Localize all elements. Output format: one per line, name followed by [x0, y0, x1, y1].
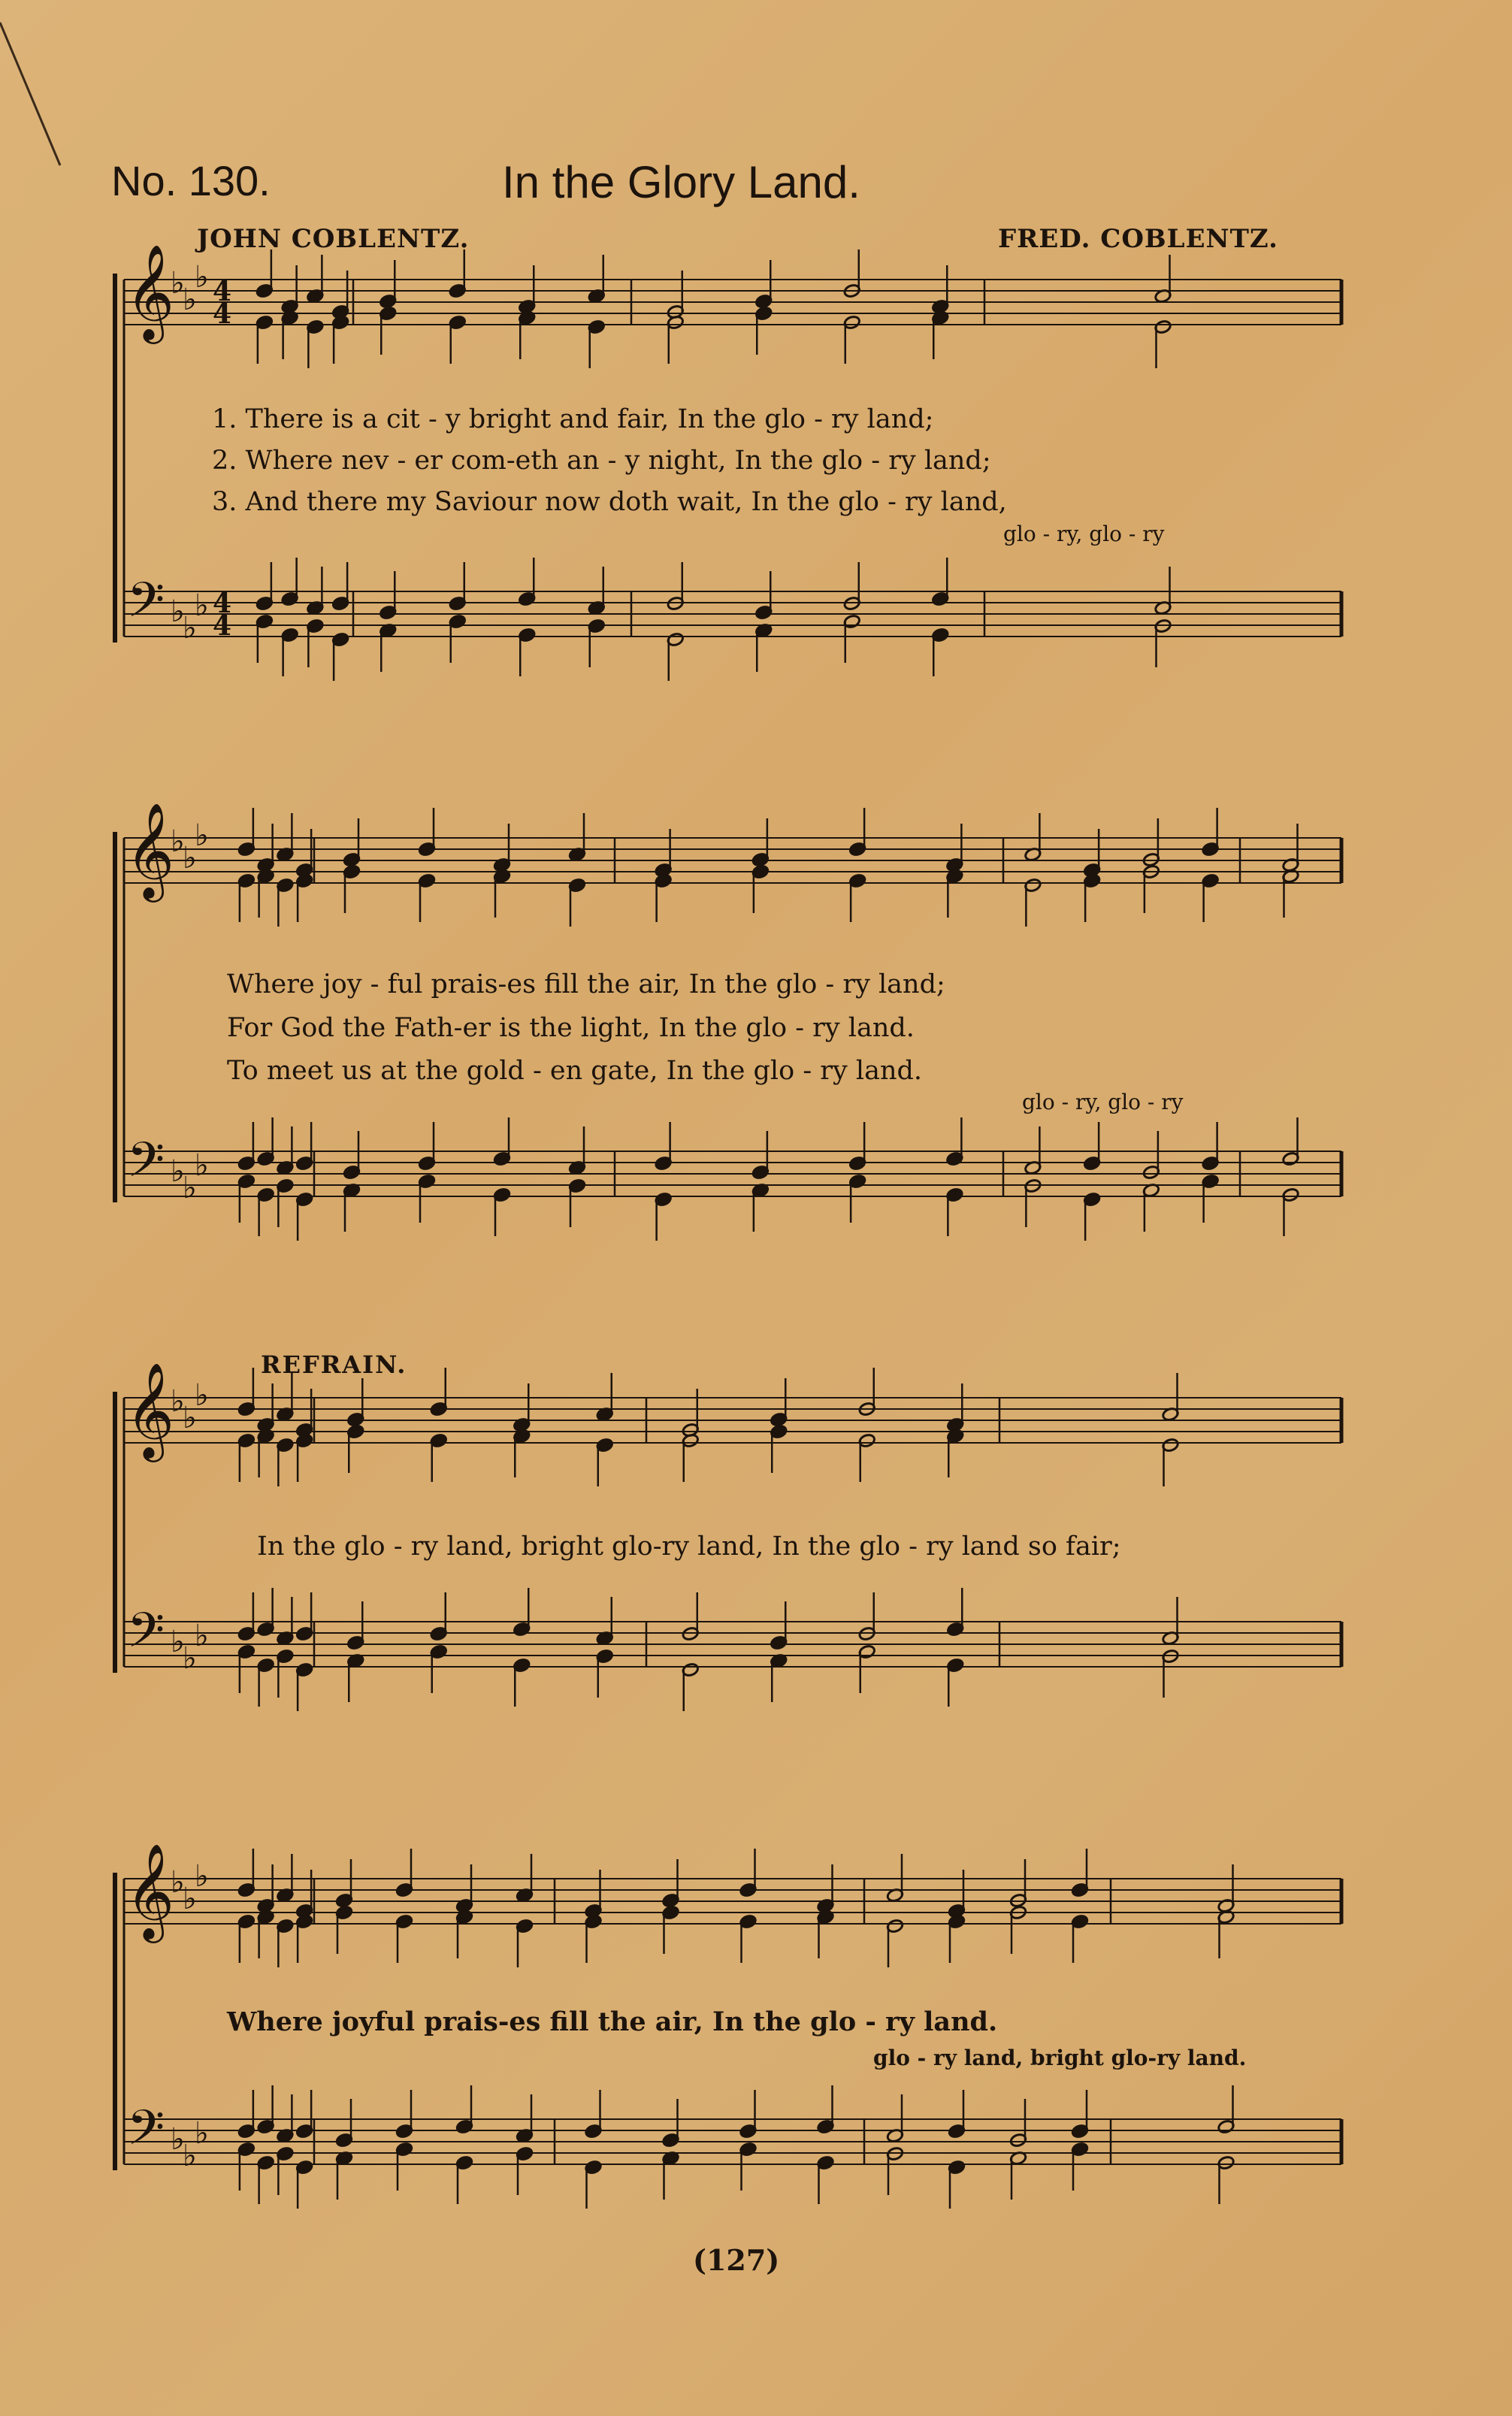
treble-clef: 𝄞 [125, 802, 175, 898]
bass-echo-2: glo - ry, glo - ry [1022, 1090, 1184, 1114]
flat-sign: ♭ [195, 260, 209, 295]
hymn-number: No. 130. [111, 157, 271, 204]
treble-clef: 𝄞 [125, 1362, 175, 1458]
verse-1-line-1: 1. There is a cit - y bright and fair, In the glo - ry land; [212, 404, 934, 434]
flat-sign: ♭ [183, 1171, 197, 1205]
time-signature: 4 [213, 610, 232, 642]
hymn-title: In the Glory Land. [502, 157, 860, 207]
bass-clef: 𝄢 [127, 573, 165, 640]
flat-sign: ♭ [195, 1148, 209, 1183]
verse-3-line-2: To meet us at the gold - en gate, In the glo - ry land. [227, 1056, 923, 1086]
treble-clef: 𝄞 [125, 1843, 175, 1939]
verse-2-line-2: For God the Fath-er is the light, In the glo - ry land. [227, 1013, 915, 1043]
flat-sign: ♭ [183, 841, 197, 875]
refrain-label: REFRAIN. [261, 1350, 407, 1379]
flat-sign: ♭ [171, 824, 185, 859]
time-signature: 4 [213, 298, 232, 330]
flat-sign: ♭ [183, 2139, 197, 2173]
flat-sign: ♭ [195, 2116, 209, 2151]
flat-sign: ♭ [171, 1865, 185, 1900]
lyricist: JOHN COBLENTZ. [197, 224, 470, 254]
refrain-line-1: In the glo - ry land, bright glo-ry land, In the glo - ry land so fair; [257, 1532, 1121, 1562]
flat-sign: ♭ [171, 2122, 185, 2157]
page-number: (127) [693, 2243, 780, 2277]
flat-sign: ♭ [183, 611, 197, 646]
verse-1-line-2: Where joy - ful prais-es fill the air, In the glo - ry land; [227, 969, 945, 999]
bass-clef: 𝄢 [127, 1603, 165, 1671]
refrain-line-2: Where joyful prais-es fill the air, In the glo - ry land. [227, 2006, 998, 2037]
flat-sign: ♭ [195, 1859, 209, 1894]
flat-sign: ♭ [171, 594, 185, 629]
time-signature: 4 [213, 276, 232, 307]
flat-sign: ♭ [183, 1641, 197, 1676]
flat-sign: ♭ [183, 1401, 197, 1435]
composer: FRED. COBLENTZ. [998, 224, 1278, 254]
flat-sign: ♭ [171, 266, 185, 301]
flat-sign: ♭ [195, 1619, 209, 1653]
bass-echo-3: glo - ry land, bright glo-ry land. [873, 2046, 1247, 2070]
flat-sign: ♭ [171, 1625, 185, 1659]
flat-sign: ♭ [171, 1154, 185, 1189]
treble-clef: 𝄞 [125, 243, 175, 340]
bass-echo-1: glo - ry, glo - ry [1003, 522, 1165, 546]
flat-sign: ♭ [195, 588, 209, 623]
flat-sign: ♭ [183, 1882, 197, 1916]
flat-sign: ♭ [195, 818, 209, 853]
flat-sign: ♭ [171, 1384, 185, 1419]
flat-sign: ♭ [195, 1378, 209, 1413]
flat-sign: ♭ [183, 283, 197, 317]
bass-clef: 𝄢 [127, 2100, 165, 2168]
verse-3-line-1: 3. And there my Saviour now doth wait, In the glo - ry land, [212, 487, 1007, 517]
bass-clef: 𝄢 [127, 1132, 165, 1200]
time-signature: 4 [213, 588, 232, 619]
verse-2-line-1: 2. Where nev - er com-eth an - y night, In the glo - ry land; [212, 446, 991, 476]
